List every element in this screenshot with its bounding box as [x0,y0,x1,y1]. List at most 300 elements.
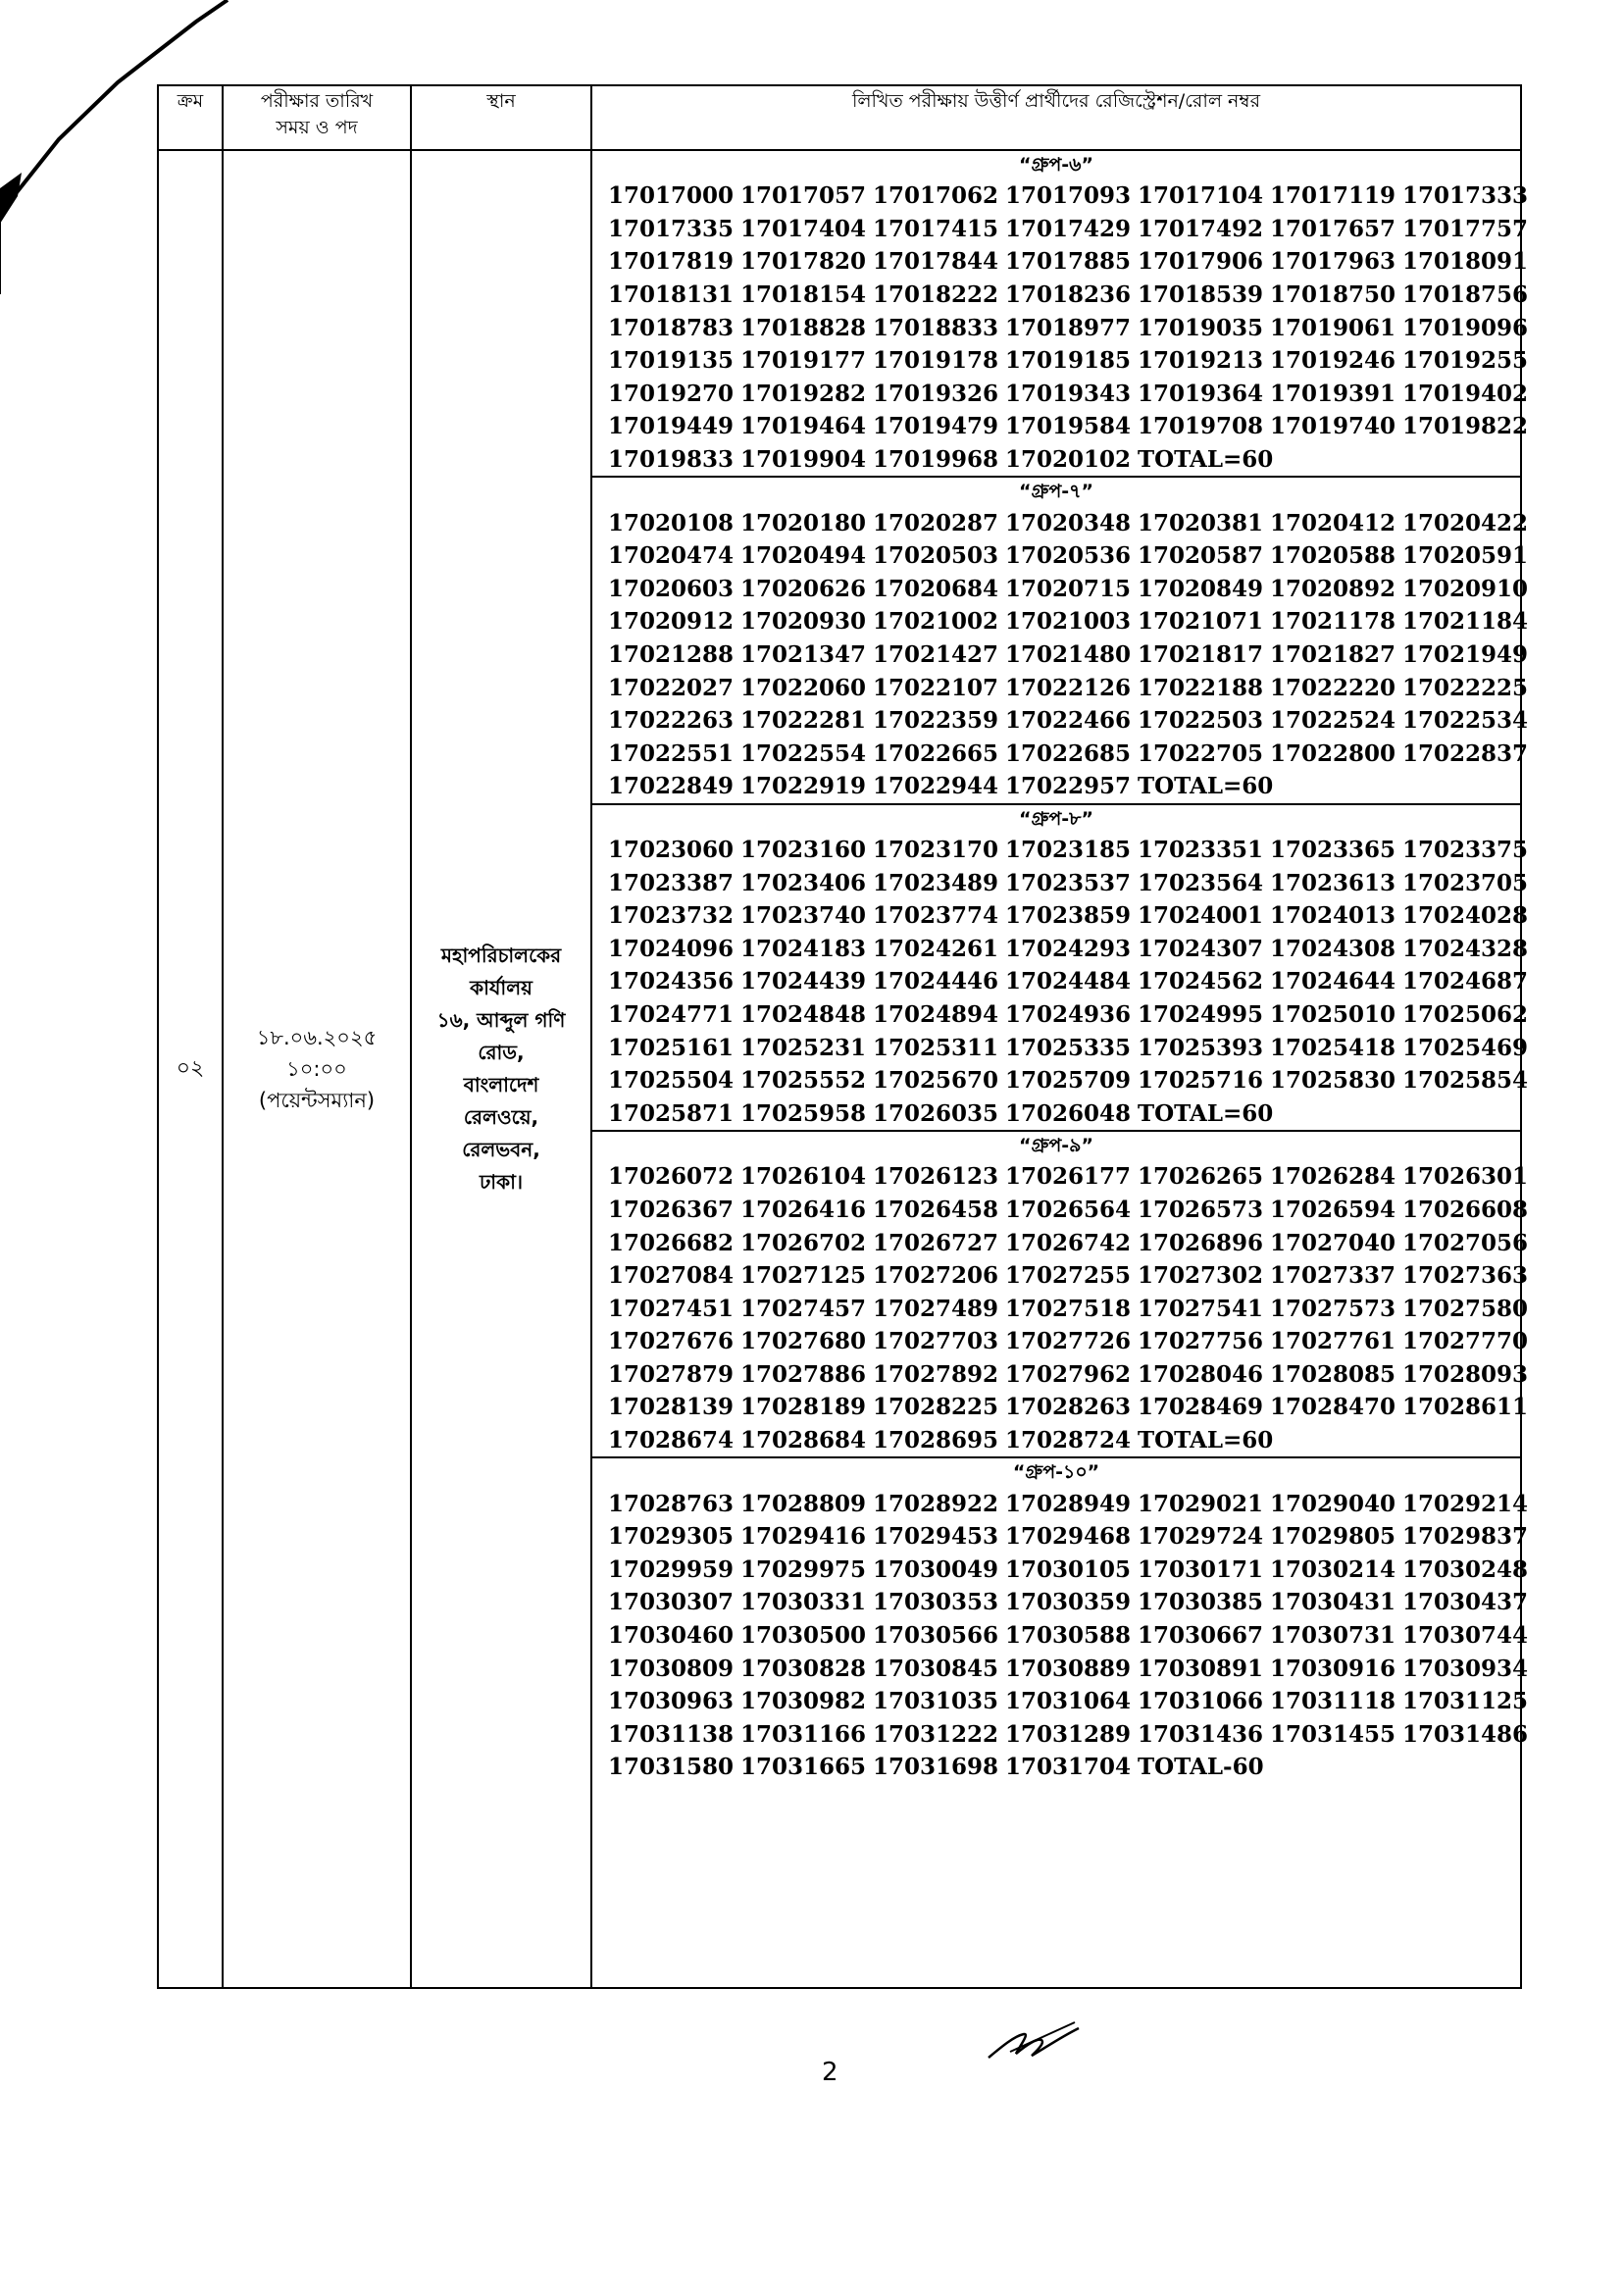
roll-number: 17030214 [1270,1555,1396,1583]
roll-number: 17022534 [1402,707,1529,735]
roll-number: 17020108 [608,509,735,536]
roll-number: 17026035 [873,1099,999,1127]
roll-number: 17027541 [1138,1295,1264,1322]
roll-number: 17025393 [1138,1034,1264,1061]
exam-date: ১৮.০৬.২০২৫ [256,1026,378,1049]
roll-number: 17017057 [740,182,867,210]
roll-number: 17020494 [740,542,867,570]
roll-number: 17026072 [608,1163,735,1191]
roll-number: 17022837 [1402,739,1529,767]
roll-number: 17027756 [1138,1328,1264,1355]
roll-number: 17028695 [873,1427,999,1454]
roll-row [592,1259,1529,1293]
roll-number: 17020474 [608,542,735,570]
roll-number: 17019282 [740,380,867,407]
roll-number: 17027337 [1270,1262,1396,1290]
roll-number: 17023564 [1138,869,1264,896]
roll-number: 17029975 [740,1555,867,1583]
roll-group [592,1132,1529,1458]
header-venue: স্থান [411,85,591,150]
roll-number: 17030891 [1138,1655,1264,1682]
roll-number: 17021071 [1138,608,1264,636]
roll-row [592,506,1529,539]
roll-number: 17026301 [1402,1163,1529,1191]
group-title: “গ্রুপ-৬” [1018,154,1094,176]
roll-number: 17019449 [608,413,735,440]
roll-number: 17022126 [1005,674,1132,701]
roll-number: 17027125 [740,1262,867,1290]
roll-number: 17028469 [1138,1394,1264,1421]
roll-number: 17018756 [1402,281,1529,309]
roll-number: 17019364 [1138,380,1264,407]
roll-number: 17019246 [1270,347,1396,375]
roll-number: 17027676 [608,1328,735,1355]
roll-number: 17030248 [1402,1555,1529,1583]
roll-number: 17030353 [873,1589,999,1616]
roll-row [592,738,1529,771]
roll-number: 17026564 [1005,1196,1132,1223]
roll-number: 17020626 [740,575,867,602]
roll-number: 17022957 [1005,773,1132,800]
roll-number: 17026594 [1270,1196,1396,1223]
roll-row [592,1685,1529,1718]
roll-number: 17017844 [873,248,999,276]
roll-number: 17024096 [608,935,735,962]
roll-number: 17027761 [1270,1328,1396,1355]
roll-number: 17022188 [1138,674,1264,701]
roll-number: 17017404 [740,215,867,242]
roll-number: 17028809 [740,1490,867,1517]
roll-row [592,1358,1529,1392]
roll-number: 17020422 [1402,509,1529,536]
roll-number: 17025670 [873,1067,999,1095]
roll-number: 17026177 [1005,1163,1132,1191]
roll-number: 17028093 [1402,1360,1529,1388]
roll-number: 17031486 [1402,1720,1529,1748]
roll-number: 17025335 [1005,1034,1132,1061]
roll-number: 17022919 [740,773,867,800]
venue-line: রোড, [478,1041,525,1064]
roll-number: 17021480 [1005,641,1132,669]
roll-number: 17026104 [740,1163,867,1191]
roll-number: 17018131 [608,281,735,309]
roll-number: 17017104 [1138,182,1264,210]
roll-number: 17018236 [1005,281,1132,309]
roll-number: 17017657 [1270,215,1396,242]
roll-number: 17026048 [1005,1099,1132,1127]
roll-number: 17031455 [1270,1720,1396,1748]
roll-number: 17024356 [608,968,735,995]
roll-number: 17031436 [1138,1720,1264,1748]
roll-number: 17019833 [608,446,735,474]
roll-number: 17019255 [1402,347,1529,375]
roll-row [592,1424,1520,1457]
roll-number: 17030431 [1270,1589,1396,1616]
roll-row [592,1160,1529,1194]
roll-number: 17017963 [1270,248,1396,276]
roll-number: 17022263 [608,707,735,735]
roll-number: 17024446 [873,968,999,995]
roll-number: 17028922 [873,1490,999,1517]
roll-number: 17028470 [1270,1394,1396,1421]
roll-row [592,1096,1520,1130]
roll-number: 17018154 [740,281,867,309]
roll-number: 17017415 [873,215,999,242]
roll-number: 17023774 [873,902,999,930]
roll-number: 17029214 [1402,1490,1529,1517]
roll-number: 17024261 [873,935,999,962]
roll-number: 17031222 [873,1720,999,1748]
roll-number: 17029724 [1138,1523,1264,1551]
roll-number: 17022554 [740,739,867,767]
roll-number: 17019096 [1402,314,1529,341]
group-title: “গ্রুপ-৯” [1019,1135,1093,1157]
roll-number: 17020536 [1005,542,1132,570]
venue-line: রেলওয়ে, [463,1105,539,1129]
roll-number: 17030845 [873,1655,999,1682]
roll-number: 17017820 [740,248,867,276]
header-date-line2: সময় ও পদ [276,117,358,138]
roll-number: 17025716 [1138,1067,1264,1095]
roll-number: 17030049 [873,1555,999,1583]
roll-row [592,179,1529,213]
roll-number: 17019968 [873,446,999,474]
roll-number: 17030460 [608,1622,735,1650]
roll-number: 17019708 [1138,413,1264,440]
roll-number: 17028611 [1402,1394,1529,1421]
roll-number: 17021427 [873,641,999,669]
roll-number: 17026742 [1005,1229,1132,1256]
roll-number: 17024484 [1005,968,1132,995]
roll-row [592,1292,1529,1325]
roll-number: 17024995 [1138,1000,1264,1028]
roll-number: 17030307 [608,1589,735,1616]
roll-number: 17022220 [1270,674,1396,701]
roll-number: 17024687 [1402,968,1529,995]
table-header-row [158,85,1521,150]
roll-number: 17030500 [740,1622,867,1650]
roll-number: 17017757 [1402,215,1529,242]
roll-number: 17017885 [1005,248,1132,276]
roll-number: 17023406 [740,869,867,896]
roll-number: 17026458 [873,1196,999,1223]
roll-number: 17024013 [1270,902,1396,930]
roll-row [592,573,1529,606]
roll-row [592,344,1529,378]
roll-row [592,213,1529,246]
roll-number: 17026367 [608,1196,735,1223]
group-total: TOTAL=60 [1138,1427,1274,1454]
roll-number: 17026573 [1138,1196,1264,1223]
roll-row [592,834,1529,867]
roll-number: 17026123 [873,1163,999,1191]
roll-number: 17025830 [1270,1067,1396,1095]
roll-number: 17024771 [608,1000,735,1028]
roll-number: 17019035 [1138,314,1264,341]
roll-number: 17031138 [608,1720,735,1748]
roll-number: 17020591 [1402,542,1529,570]
roll-number: 17017492 [1138,215,1264,242]
roll-number: 17027879 [608,1360,735,1388]
roll-number: 17022524 [1270,707,1396,735]
roll-number: 17025854 [1402,1067,1529,1095]
roll-number: 17023489 [873,869,999,896]
roll-number: 17023859 [1005,902,1132,930]
group-total: TOTAL=60 [1138,773,1274,800]
roll-number: 17023351 [1138,836,1264,863]
roll-row [592,245,1529,279]
roll-number: 17029453 [873,1523,999,1551]
exam-post: (পয়েন্টসম্যান) [258,1089,376,1112]
roll-number: 17019326 [873,380,999,407]
roll-number-groups [591,150,1529,1988]
roll-number: 17022027 [608,674,735,701]
roll-number: 17022107 [873,674,999,701]
group-total: TOTAL-60 [1138,1754,1264,1781]
venue-line: ঢাকা। [479,1170,524,1194]
roll-row [592,1751,1520,1784]
roll-row [592,1031,1529,1064]
roll-row [592,311,1529,344]
roll-number: 17019061 [1270,314,1396,341]
roll-group [592,151,1529,478]
roll-number: 17025871 [608,1099,735,1127]
roll-number: 17018539 [1138,281,1264,309]
roll-row [592,410,1529,443]
roll-row [592,866,1529,899]
roll-row [592,1520,1529,1554]
roll-number: 17031066 [1138,1688,1264,1715]
roll-number: 17031125 [1402,1688,1529,1715]
roll-number: 17018977 [1005,314,1132,341]
roll-number: 17028763 [608,1490,735,1517]
roll-number: 17021949 [1402,641,1529,669]
roll-number: 17020348 [1005,509,1132,536]
roll-number: 17022551 [608,739,735,767]
roll-number: 17030667 [1138,1622,1264,1650]
roll-number: 17023365 [1270,836,1396,863]
roll-number: 17025231 [740,1034,867,1061]
roll-row [592,638,1529,672]
roll-row [592,1652,1529,1685]
roll-number: 17030744 [1402,1622,1529,1650]
roll-number: 17025504 [608,1067,735,1095]
roll-number: 17027770 [1402,1328,1529,1355]
roll-number: 17024848 [740,1000,867,1028]
roll-number: 17020412 [1270,509,1396,536]
roll-number: 17031698 [873,1754,999,1781]
roll-number: 17024644 [1270,968,1396,995]
header-date-post [223,85,411,150]
roll-number: 17018833 [873,314,999,341]
group-title: “গ্রুপ-৭” [1018,481,1094,503]
roll-row [592,1586,1529,1619]
roll-group [592,1458,1529,1783]
roll-number: 17030963 [608,1688,735,1715]
roll-number: 17030105 [1005,1555,1132,1583]
roll-number: 17023375 [1402,836,1529,863]
roll-number: 17030385 [1138,1589,1264,1616]
roll-number: 17027206 [873,1262,999,1290]
roll-number: 17027962 [1005,1360,1132,1388]
roll-number: 17027084 [608,1262,735,1290]
roll-number: 17023387 [608,869,735,896]
roll-number: 17030566 [873,1622,999,1650]
roll-number: 17023185 [1005,836,1132,863]
roll-number: 17020930 [740,608,867,636]
roll-number: 17027726 [1005,1328,1132,1355]
group-title: “গ্রুপ-৮” [1019,807,1093,830]
exam-date-time-post [223,150,411,1988]
roll-number: 17031580 [608,1754,735,1781]
group-title: “গ্রুপ-১০” [1012,1461,1100,1484]
roll-number: 17027518 [1005,1295,1132,1322]
roll-number: 17022225 [1402,674,1529,701]
roll-number: 17029805 [1270,1523,1396,1551]
roll-number: 17019479 [873,413,999,440]
roll-number: 17027451 [608,1295,735,1322]
roll-row [592,279,1529,312]
group-total: TOTAL=60 [1138,446,1274,474]
roll-number: 17030731 [1270,1622,1396,1650]
roll-number: 17019464 [740,413,867,440]
roll-number: 17024562 [1138,968,1264,995]
roll-number: 17024001 [1138,902,1264,930]
header-date-line1: পরীক্ষার তারিখ [260,90,374,112]
roll-number: 17020910 [1402,575,1529,602]
roll-number: 17031166 [740,1720,867,1748]
roll-number: 17021002 [873,608,999,636]
roll-number: 17022849 [608,773,735,800]
roll-number: 17017000 [608,182,735,210]
roll-number: 17024439 [740,968,867,995]
roll-number: 17021288 [608,641,735,669]
roll-number: 17026702 [740,1229,867,1256]
roll-row [592,1226,1529,1259]
roll-number: 17031118 [1270,1688,1396,1715]
roll-number: 17025062 [1402,1000,1529,1028]
roll-number: 17030889 [1005,1655,1132,1682]
roll-number: 17024936 [1005,1000,1132,1028]
roll-number: 17031289 [1005,1720,1132,1748]
roll-group [592,805,1529,1132]
roll-number: 17023705 [1402,869,1529,896]
roll-number: 17025311 [873,1034,999,1061]
roll-number: 17030331 [740,1589,867,1616]
roll-number: 17022503 [1138,707,1264,735]
roll-number: 17027255 [1005,1262,1132,1290]
roll-number: 17030359 [1005,1589,1132,1616]
roll-number: 17029305 [608,1523,735,1551]
roll-number: 17018828 [740,314,867,341]
page-number: 2 [822,2058,838,2087]
roll-number: 17020180 [740,509,867,536]
roll-number: 17029040 [1270,1490,1396,1517]
roll-number: 17019740 [1270,413,1396,440]
roll-number: 17030828 [740,1655,867,1682]
roll-number: 17027489 [873,1295,999,1322]
table-row [158,150,1521,1988]
roll-number: 17022944 [873,773,999,800]
roll-number: 17021003 [1005,608,1132,636]
roll-number: 17027040 [1270,1229,1396,1256]
roll-number: 17031665 [740,1754,867,1781]
roll-number: 17022466 [1005,707,1132,735]
roll-number: 17030588 [1005,1622,1132,1650]
roll-number: 17027892 [873,1360,999,1388]
roll-number: 17017906 [1138,248,1264,276]
roll-row [592,770,1520,803]
roll-number: 17028263 [1005,1394,1132,1421]
roll-number: 17023170 [873,836,999,863]
roll-number: 17031035 [873,1688,999,1715]
roll-row [592,378,1529,411]
venue-line: রেলভবন, [462,1138,540,1161]
roll-number: 17023160 [740,836,867,863]
roll-number: 17023732 [608,902,735,930]
roll-number: 17028139 [608,1394,735,1421]
roll-number: 17021817 [1138,641,1264,669]
roll-number: 17022705 [1138,739,1264,767]
header-serial: ক্রম [158,85,223,150]
roll-number: 17021184 [1402,608,1529,636]
roll-number: 17027363 [1402,1262,1529,1290]
roll-number: 17024028 [1402,902,1529,930]
roll-number: 17028189 [740,1394,867,1421]
roll-number: 17017335 [608,215,735,242]
roll-number: 17024183 [740,935,867,962]
venue-line: ১৬, আব্দুল গণি [436,1008,566,1032]
roll-number: 17030982 [740,1688,867,1715]
exam-time: ১০:০০ [286,1057,347,1081]
roll-number: 17019391 [1270,380,1396,407]
roll-number: 17024307 [1138,935,1264,962]
roll-row [592,1718,1529,1752]
roll-number: 17022281 [740,707,867,735]
roll-number: 17027302 [1138,1262,1264,1290]
roll-number: 17024293 [1005,935,1132,962]
roll-number: 17027056 [1402,1229,1529,1256]
roll-number: 17028225 [873,1394,999,1421]
roll-row [592,1194,1529,1227]
roll-row [592,539,1529,573]
roll-number: 17028046 [1138,1360,1264,1388]
roll-number: 17025709 [1005,1067,1132,1095]
roll-row [592,1325,1529,1358]
venue-line: মহাপরিচালকের [440,943,562,967]
roll-number: 17026682 [608,1229,735,1256]
roll-number: 17020912 [608,608,735,636]
roll-number: 17019185 [1005,347,1132,375]
roll-number: 17025161 [608,1034,735,1061]
roll-row [592,932,1529,965]
roll-number: 17022665 [873,739,999,767]
roll-number: 17030171 [1138,1555,1264,1583]
roll-number: 17027457 [740,1295,867,1322]
roll-number: 17022685 [1005,739,1132,767]
roll-number: 17023613 [1270,869,1396,896]
roll-number: 17020287 [873,509,999,536]
roll-row [592,1554,1529,1587]
roll-number: 17020684 [873,575,999,602]
roll-number: 17020849 [1138,575,1264,602]
roll-number: 17021827 [1270,641,1396,669]
roll-number: 17029468 [1005,1523,1132,1551]
roll-number: 17017119 [1270,182,1396,210]
roll-number: 17028949 [1005,1490,1132,1517]
roll-number: 17028085 [1270,1360,1396,1388]
results-table [157,84,1529,1989]
